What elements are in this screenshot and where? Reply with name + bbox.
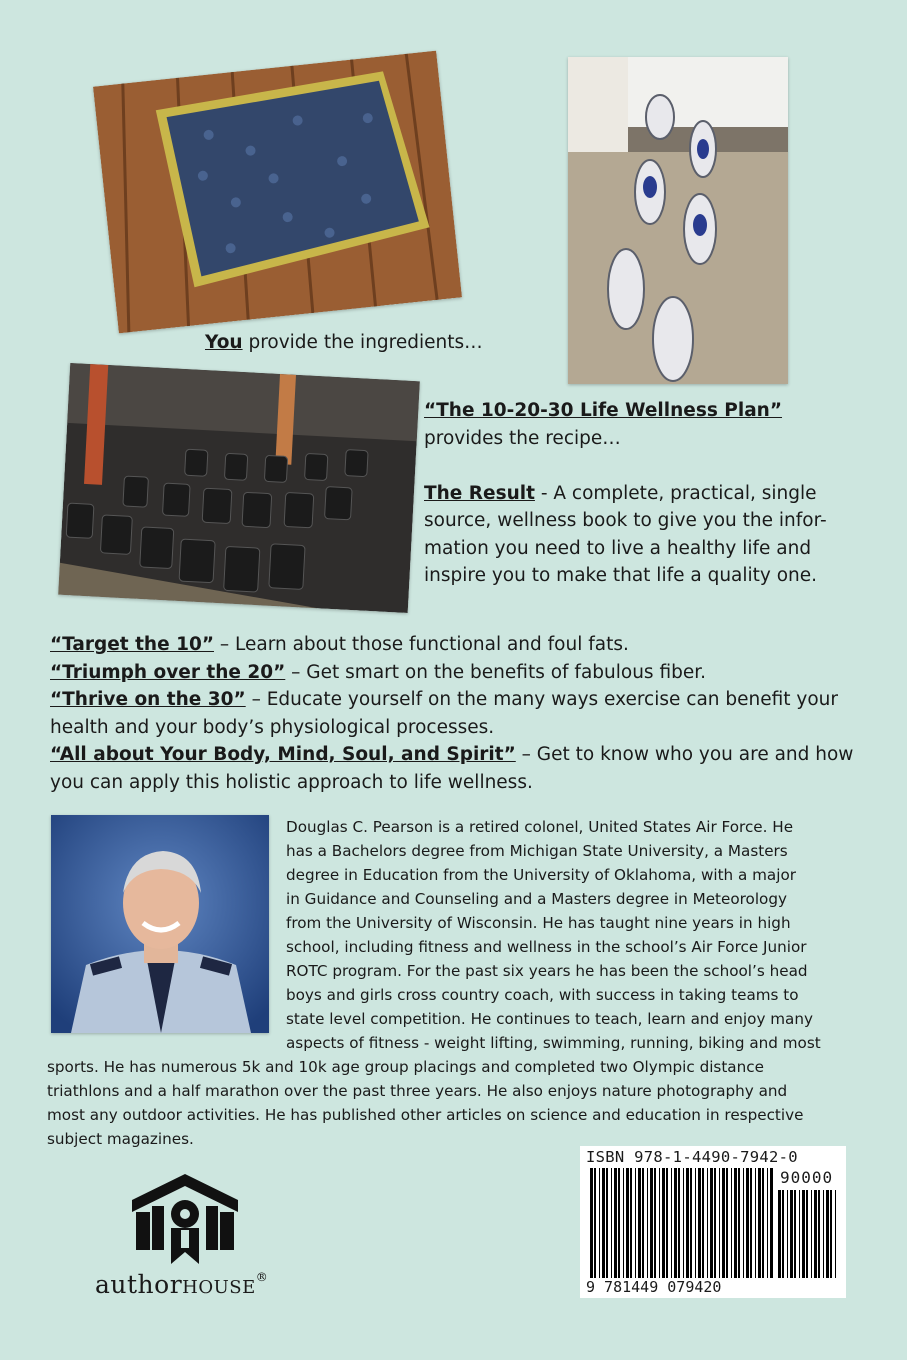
ean-digits: 9 781449 079420 — [586, 1278, 725, 1296]
barcode-bar — [750, 1168, 752, 1278]
barcode-bar — [794, 1190, 796, 1278]
barcode-bar — [666, 1168, 668, 1278]
barcode-bar — [823, 1190, 824, 1278]
feature-item-continued: you can apply this holistic approach to life wellness. — [50, 771, 533, 793]
feature-item: “Thrive on the 30” – Educate yourself on the many ways exercise can benefit your — [50, 689, 839, 710]
barcode-bar — [606, 1168, 608, 1278]
feature-item: “Triumph over the 20” – Get smart on the benefits of fabulous fiber. — [50, 661, 707, 683]
barcode-bar — [722, 1168, 725, 1278]
plan-title: “The 10-20-30 Life Wellness Plan” — [424, 400, 783, 421]
barcode-bar — [719, 1168, 720, 1278]
barcode-bar — [746, 1168, 749, 1278]
barcode-bar — [671, 1168, 672, 1278]
barcode-bar — [683, 1168, 684, 1278]
barcode-bar — [618, 1168, 620, 1278]
barcode-bar — [707, 1168, 708, 1278]
barcode-bar — [714, 1168, 716, 1278]
author-bio: Douglas C. Pearson is a retired colonel, United States Air Force. He has a Bachelors degree from Michigan State University, a Masters degree in Education from the University of Oklahoma, with a major in Guidance and Counseling and a Masters degree in Meteorology from the University of Wisconsin. He has taught nine years in high school, including fitness and wellness in the school’s Air Force Junior ROTC program. For the past six years he has been the school’s head boys and girls cross country coach, with success in taking teams to state level competition. He continues to teach, learn and enjoy many aspects of fitness - weight lifting, swimming, running, biking and most — [286, 818, 821, 1052]
barcode-bar — [814, 1190, 817, 1278]
barcode-bar — [594, 1168, 596, 1278]
result-line-3: mation you need to live a healthy life and — [424, 537, 812, 559]
barcode-bar — [698, 1168, 701, 1278]
barcode-bar — [690, 1168, 692, 1278]
authorhouse-wordmark: authorHOUSE® — [95, 1270, 269, 1299]
barcode-bar — [806, 1190, 808, 1278]
authorhouse-logo — [95, 1172, 295, 1302]
ean-bars — [590, 1168, 774, 1278]
barcode-bar — [674, 1168, 677, 1278]
barcode-bar — [630, 1168, 632, 1278]
result-label: The Result — [424, 482, 535, 504]
barcode-bar — [799, 1190, 800, 1278]
running-shoes-photo — [568, 57, 788, 384]
dumbbells-photo — [58, 363, 420, 613]
barcode-bar — [762, 1168, 764, 1278]
plan-block — [424, 397, 884, 590]
barcode-bar — [731, 1168, 732, 1278]
result-line-4: inspire you to make that life a quality one. — [424, 565, 818, 586]
barcode-bar — [802, 1190, 805, 1278]
barcode-bar — [743, 1168, 744, 1278]
barcode-bar — [702, 1168, 704, 1278]
barcode-bar — [654, 1168, 656, 1278]
price-code: 90000 — [780, 1168, 834, 1187]
result-line-2: source, wellness book to give you the infor- — [424, 510, 827, 531]
intro-line — [205, 329, 483, 357]
barcode-bar — [638, 1168, 641, 1278]
barcode-bar — [650, 1168, 653, 1278]
authorhouse-house-icon — [130, 1172, 240, 1264]
barcode-bar — [611, 1168, 612, 1278]
barcode-bar — [659, 1168, 660, 1278]
barcode-bar — [623, 1168, 624, 1278]
isbn-text: ISBN 978-1-4490-7942-0 — [586, 1148, 798, 1166]
barcode-bar — [590, 1168, 593, 1278]
author-portrait — [51, 815, 269, 1033]
barcode-bar — [642, 1168, 644, 1278]
author-bio-continued: sports. He has numerous 5k and 10k age group placings and completed two Olympic distance triathlons and a half marathon over the past three years. He also enjoys nature photography and most any outdoor activities. He has published other articles on science and education in respective subject magazines. — [47, 1058, 804, 1148]
barcode-bar — [614, 1168, 617, 1278]
blueberries-photo — [93, 51, 462, 334]
barcode-bar — [726, 1168, 728, 1278]
feature-item: “All about Your Body, Mind, Soul, and Spirit” – Get to know who you are and how — [50, 744, 854, 765]
barcode-bar — [602, 1168, 605, 1278]
barcode-bar — [662, 1168, 665, 1278]
intro-rest: provide the ingredients… — [242, 332, 483, 353]
features-list — [50, 631, 880, 796]
barcode-bar — [710, 1168, 713, 1278]
barcode-bar — [758, 1168, 761, 1278]
barcode-bar — [830, 1190, 832, 1278]
barcode-bar — [818, 1190, 820, 1278]
barcode-bar — [811, 1190, 812, 1278]
barcode-bar — [686, 1168, 689, 1278]
barcode-bar — [599, 1168, 600, 1278]
barcode-bar — [790, 1190, 793, 1278]
isbn-barcode — [580, 1146, 846, 1298]
result-line-1: - A complete, practical, single — [534, 482, 817, 504]
barcode-bar — [755, 1168, 756, 1278]
barcode-bar — [770, 1168, 773, 1278]
barcode-bar — [778, 1190, 781, 1278]
barcode-bar — [782, 1190, 784, 1278]
barcode-bar — [734, 1168, 737, 1278]
feature-item: “Target the 10” – Learn about those functional and foul fats. — [50, 634, 629, 655]
you-word: You — [205, 332, 243, 353]
addon-bars — [778, 1190, 840, 1278]
barcode-bar — [635, 1168, 636, 1278]
barcode-bar — [767, 1168, 768, 1278]
feature-item-continued: health and your body’s physiological processes. — [50, 716, 495, 738]
barcode-bar — [835, 1190, 836, 1278]
barcode-bar — [647, 1168, 648, 1278]
barcode-bar — [626, 1168, 629, 1278]
barcode-bar — [787, 1190, 788, 1278]
barcode-bar — [678, 1168, 680, 1278]
barcode-bar — [738, 1168, 740, 1278]
barcode-bar — [695, 1168, 696, 1278]
plan-subtitle: provides the recipe… — [424, 427, 621, 449]
barcode-bar — [826, 1190, 829, 1278]
